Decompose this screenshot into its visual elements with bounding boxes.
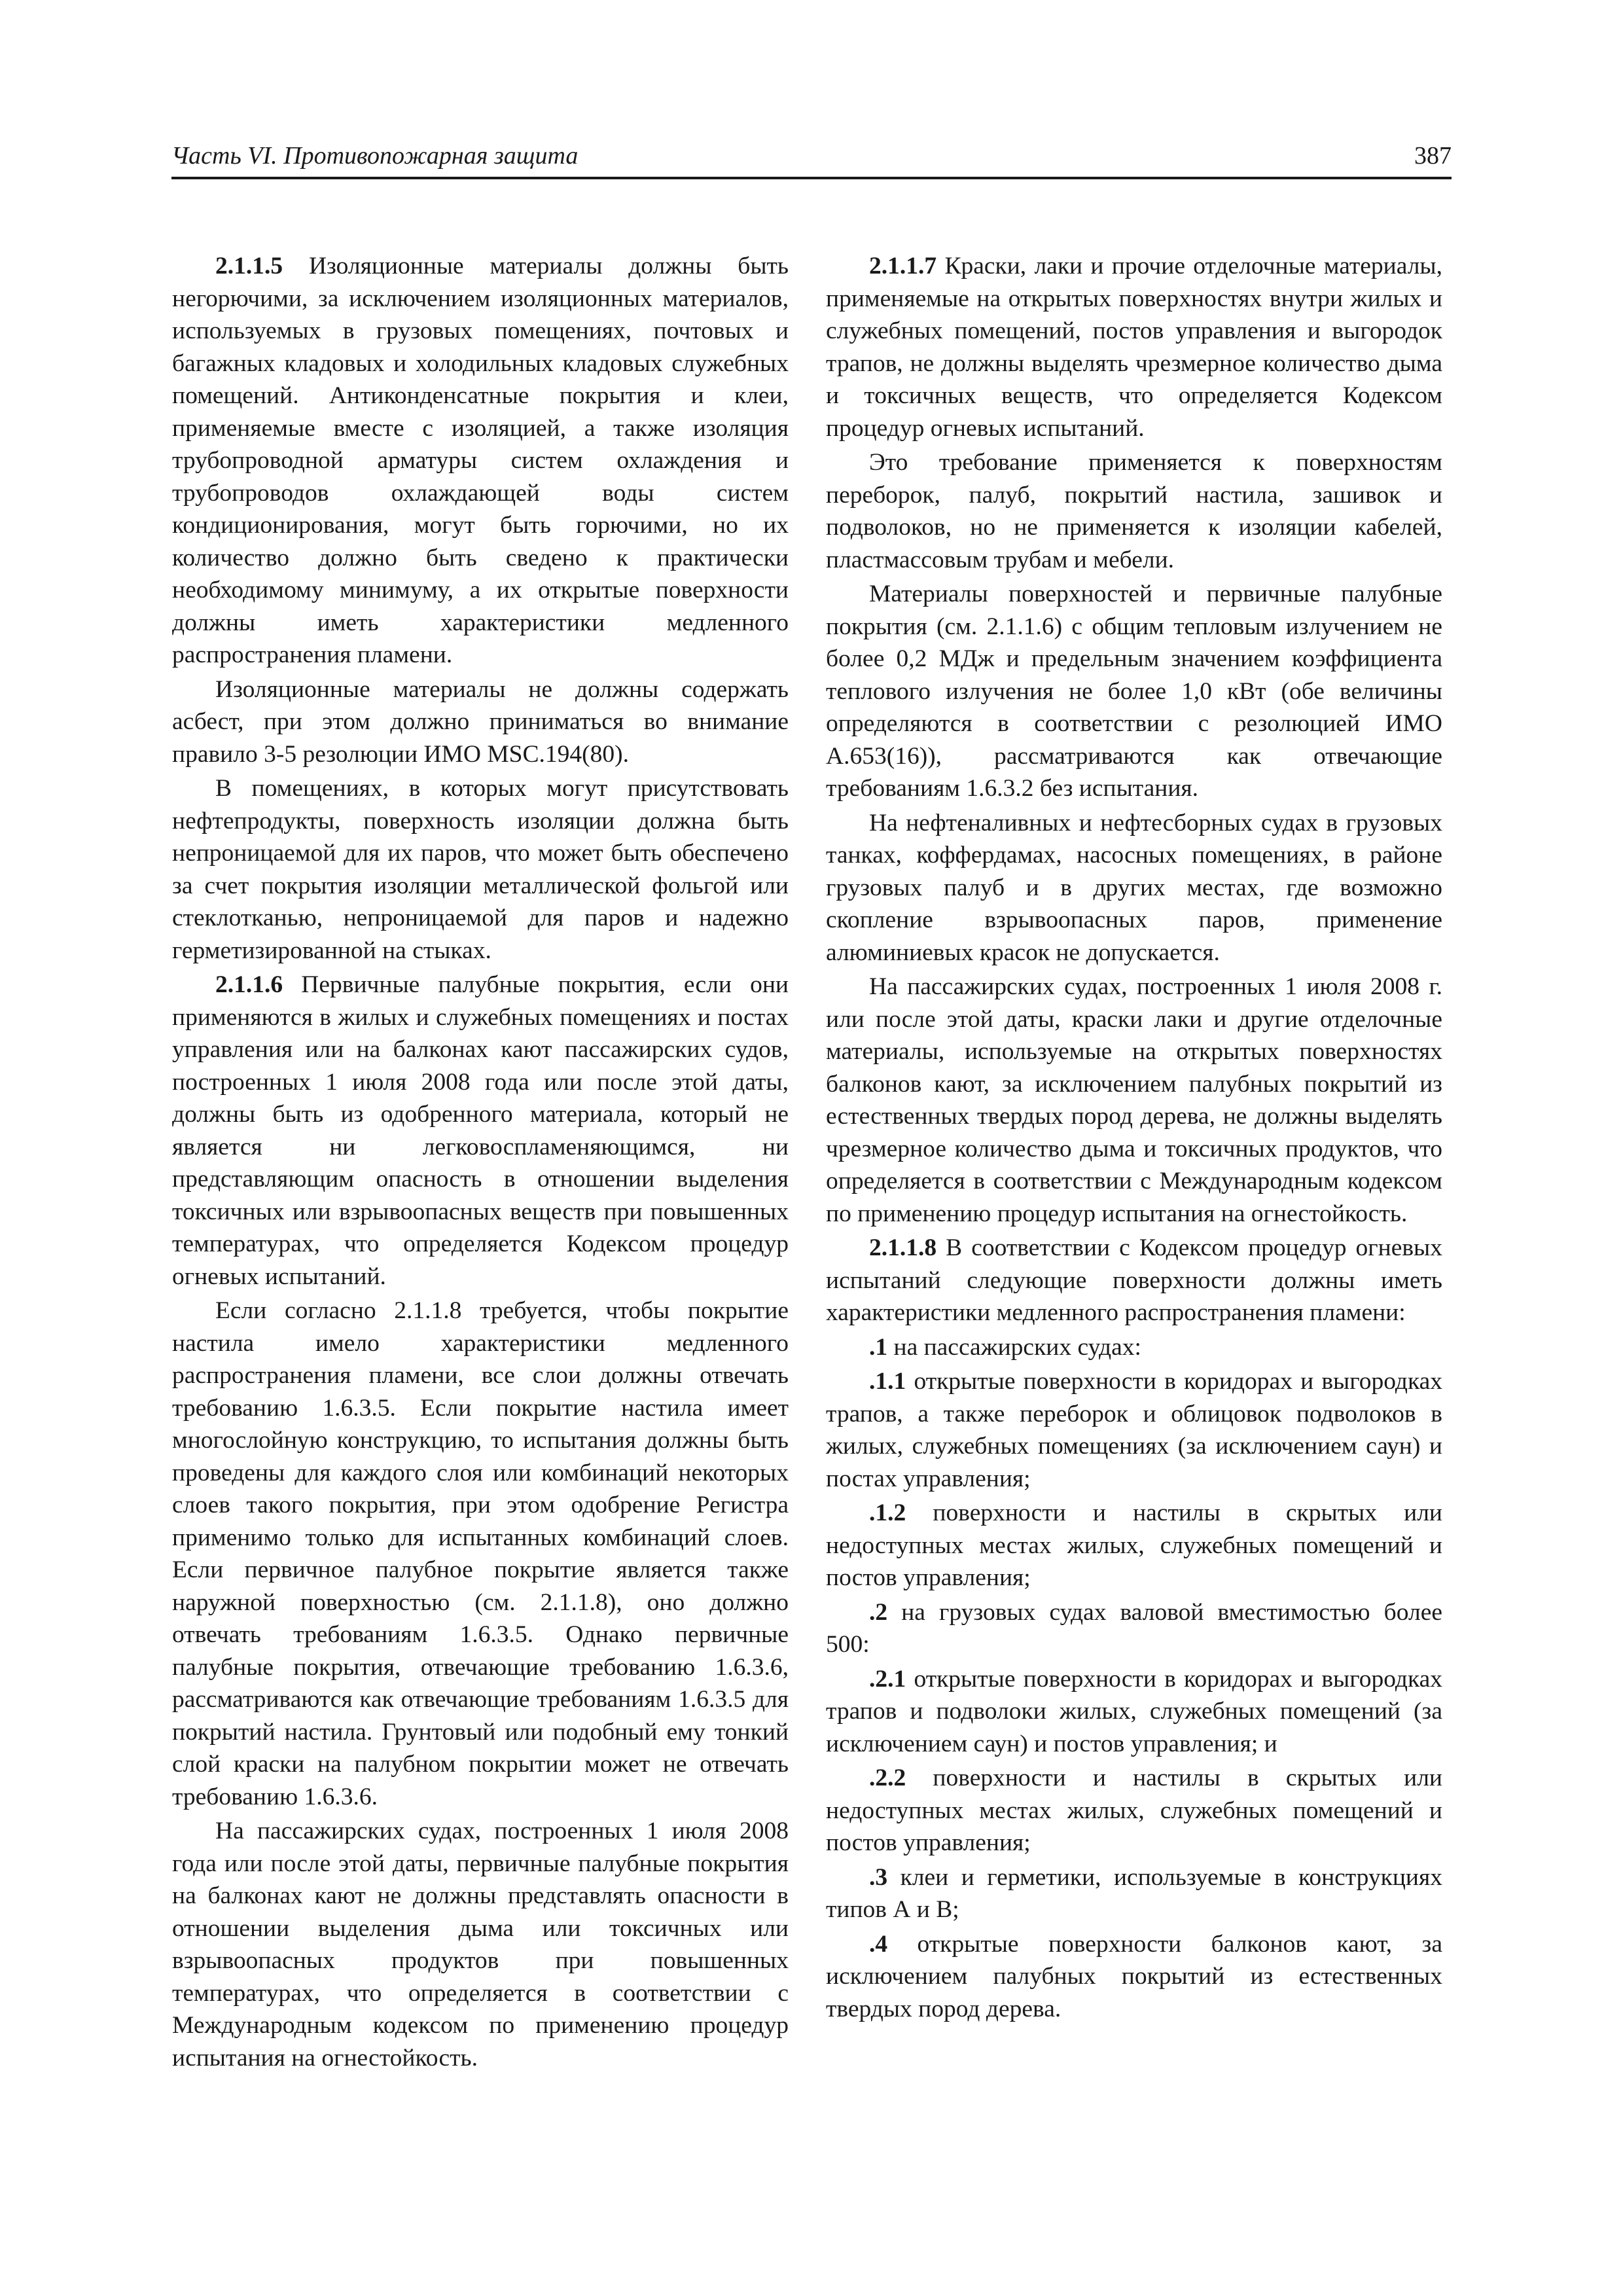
paragraph bbox=[172, 1295, 789, 1813]
paragraph-text: на грузовых судах валовой вместимостью более 500: bbox=[826, 1598, 1442, 1658]
right-column bbox=[826, 250, 1442, 2122]
paragraph bbox=[826, 807, 1442, 969]
paragraph-text: На пассажирских судах, построенных 1 июля 2008 г. или после этой даты, краски лаки и другие отделочные материалы, используемые на открытых поверхностях балконов кают, за исключением палубных покрытий из естественных твердых пород дерева, не должны выделять чрезмерное количество дыма и токсичных продуктов, что определяется в соответствии с Международным кодексом по применению процедур испытания на огнестойкость. bbox=[826, 973, 1442, 1227]
paragraph-text: открытые поверхности в коридорах и выгородках трапов, а также переборок и облицовок подволоков в жилых, служебных помещениях (за исключением саун) и постах управления; bbox=[826, 1368, 1442, 1492]
paragraph-text: На нефтеналивных и нефтесборных судах в грузовых танках, коффердамах, насосных помещениях, в районе грузовых палуб и в других местах, где возможно скопление взрывоопасных паров, применение алюминиевых красок не допускается. bbox=[826, 809, 1442, 966]
paragraph-text: поверхности и настилы в скрытых или недоступных местах жилых, служебных помещений и постов управления; bbox=[826, 1499, 1442, 1591]
paragraph bbox=[826, 1331, 1442, 1364]
paragraph-text: Материалы поверхностей и первичные палубные покрытия (см. 2.1.1.6) с общим тепловым излучением не более 0,2 МДж и предельным значением коэффициента теплового излучения не более 1,0 кВт (обе величины определяются в соответствии с резолюцией ИМО А.653(16)), рассматриваются как отвечающие требованиям 1.6.3.2 без испытания. bbox=[826, 581, 1442, 802]
paragraph bbox=[826, 446, 1442, 576]
paragraph bbox=[826, 1762, 1442, 1859]
section-number: 2.1.1.8 bbox=[869, 1234, 937, 1261]
paragraph-text: поверхности и настилы в скрытых или недоступных местах жилых, служебных помещений и постов управления; bbox=[826, 1765, 1442, 1856]
paragraph-text: открытые поверхности в коридорах и выгородках трапов и подволоки жилых, служебных помещений (за исключением саун) и постов управления; и bbox=[826, 1665, 1442, 1757]
paragraph-text: Это требование применяется к поверхностям переборок, палуб, покрытий настила, зашивок и подволоков, но не применяется к изоляции кабелей, пластмассовым трубам и мебели. bbox=[826, 449, 1442, 573]
paragraph bbox=[172, 250, 789, 672]
paragraph-text: открытые поверхности балконов кают, за исключением палубных покрытий из естественных твердых пород дерева. bbox=[826, 1930, 1442, 2022]
paragraph-text: В соответствии с Кодексом процедур огневых испытаний следующие поверхности должны иметь характеристики медленного распространения пламени: bbox=[826, 1234, 1442, 1326]
section-number: .1 bbox=[869, 1333, 888, 1361]
paragraph bbox=[826, 250, 1442, 444]
paragraph bbox=[826, 1596, 1442, 1661]
page-number: 387 bbox=[1414, 142, 1452, 170]
paragraph bbox=[172, 1815, 789, 2074]
section-number: .3 bbox=[869, 1863, 888, 1891]
section-number: .1.1 bbox=[869, 1368, 906, 1395]
left-column bbox=[172, 250, 789, 2122]
paragraph-text: Изоляционные материалы не должны содержать асбест, при этом должно приниматься во внимание правило 3-5 резолюции ИМО MSC.194(80). bbox=[172, 675, 789, 768]
paragraph-text: Изоляционные материалы должны быть негорючими, за исключением изоляционных материалов, используемых в грузовых помещениях, почтовых и багажных кладовых и холодильных кладовых служебных помещений. Антиконденсатные покрытия и клеи, применяемые вместе с изоляцией, а также изоляция трубопроводной арматуры систем охлаждения и трубопроводов охлаждающей воды систем кондиционирования, могут быть горючими, но их количество должно быть сведено к практически необходимому минимуму, а их открытые поверхности должны иметь характеристики медленного распространения пламени. bbox=[172, 253, 789, 668]
running-header-title: Часть VI. Противопожарная защита bbox=[171, 142, 579, 170]
paragraph bbox=[826, 1365, 1442, 1495]
paragraph bbox=[826, 971, 1442, 1230]
paragraph bbox=[826, 578, 1442, 805]
section-number: .2 bbox=[869, 1598, 888, 1626]
paragraph bbox=[172, 673, 789, 771]
section-number: .1.2 bbox=[869, 1499, 906, 1526]
paragraph bbox=[172, 772, 789, 967]
section-number: 2.1.1.7 bbox=[869, 253, 937, 279]
section-number: 2.1.1.5 bbox=[215, 253, 283, 279]
paragraph bbox=[826, 1497, 1442, 1594]
paragraph bbox=[172, 969, 789, 1293]
paragraph-text: Если согласно 2.1.1.8 требуется, чтобы покрытие настила имело характеристики медленного распространения пламени, все слои должны отвечать требованию 1.6.3.5. Если покрытие настила имеет многослойную конструкцию, то испытания должны быть проведены для каждого слоя или комбинаций некоторых слоев такого покрытия, при этом одобрение Регистра применимо только для испытанных комбинаций слоев. Если первичное палубное покрытие является также наружной поверхностью (см. 2.1.1.8), оно должно отвечать требованиям 1.6.3.5. Однако первичные палубные покрытия, отвечающие требованию 1.6.3.6, рассматриваются как отвечающие требованиям 1.6.3.5 для покрытий настила. Грунтовый или подобный ему тонкий слой краски на палубном покрытии может не отвечать требованию 1.6.3.6. bbox=[172, 1297, 789, 1810]
paragraph bbox=[826, 1928, 1442, 2026]
paragraph-text: Краски, лаки и прочие отделочные материалы, применяемые на открытых поверхностях внутри жилых и служебных помещений, постов управления и выгородок трапов, не должны выделять чрезмерное количество дыма и токсичных веществ, что определяется Кодексом процедур огневых испытаний. bbox=[826, 253, 1442, 442]
section-number: .2.2 bbox=[869, 1765, 906, 1791]
paragraph bbox=[826, 1663, 1442, 1761]
paragraph-text: клеи и герметики, используемые в конструкциях типов А и В; bbox=[826, 1863, 1442, 1923]
paragraph bbox=[826, 1232, 1442, 1329]
paragraph-text: В помещениях, в которых могут присутствовать нефтепродукты, поверхность изоляции должна быть непроницаемой для их паров, что может быть обеспечено за счет покрытия изоляции металлической фольгой или стеклотканью, непроницаемой для паров и надежно герметизированной на стыках. bbox=[172, 775, 789, 964]
section-number: .4 bbox=[869, 1930, 888, 1958]
paragraph bbox=[826, 1861, 1442, 1926]
paragraph-text: на пассажирских судах: bbox=[887, 1333, 1141, 1361]
paragraph-text: Первичные палубные покрытия, если они применяются в жилых и служебных помещениях и постах управления или на балконах кают пассажирских судов, построенных 1 июля 2008 года или после этой даты, должны быть из одобренного материала, который не является ни легковоспламеняющимся, ни представляющим опасность в отношении выделения токсичных или взрывоопасных веществ при повышенных температурах, что определяется Кодексом процедур огневых испытаний. bbox=[172, 971, 789, 1290]
section-number: 2.1.1.6 bbox=[215, 971, 283, 998]
section-number: .2.1 bbox=[869, 1665, 906, 1693]
paragraph-text: На пассажирских судах, построенных 1 июля 2008 года или после этой даты, первичные палубные покрытия на балконах кают не должны представлять опасности в отношении выделения дыма или токсичных или взрывоопасных продуктов при повышенных температурах, что определяется в соответствии с Международным кодексом по применению процедур испытания на огнестойкость. bbox=[172, 1818, 789, 2072]
running-header bbox=[171, 139, 1452, 179]
